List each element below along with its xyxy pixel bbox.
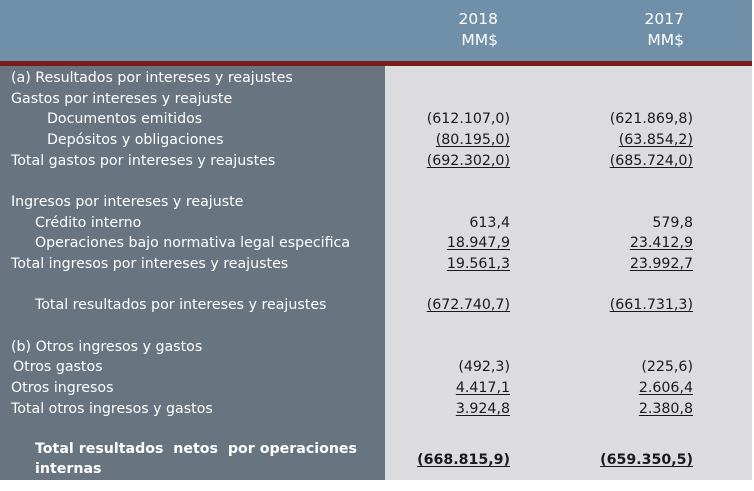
row-value-2018: (672.740,7) [426, 297, 510, 313]
row-label: Gastos por intereses y reajuste [11, 91, 233, 107]
header-year: 2018 [458, 10, 498, 28]
row-label: Crédito interno [35, 215, 142, 231]
row-value-2017: (685.724,0) [609, 153, 693, 169]
row-value-2018: (492,3) [458, 359, 510, 375]
row-value-2017: 2.606,4 [638, 380, 693, 396]
row-label: Total otros ingresos y gastos [11, 401, 213, 417]
header-year: 2017 [644, 10, 684, 28]
grand-total-2017: (659.350,5) [600, 452, 693, 468]
row-value-2017: 2.380,8 [638, 401, 693, 417]
header-2017 [645, 9, 684, 51]
row-label: Ingresos por intereses y reajuste [11, 194, 244, 210]
table-header [0, 0, 752, 61]
row-value-2018: 3.924,8 [455, 401, 510, 417]
row-value-2018: (80.195,0) [435, 132, 510, 148]
row-label: Operaciones bajo normativa legal especifica [35, 235, 351, 251]
row-value-2018: 613,4 [469, 215, 510, 231]
header-2018 [459, 9, 498, 51]
grand-total-label: Total resultados netos por operaciones [35, 441, 358, 457]
row-label: Otros ingresos [11, 380, 114, 396]
row-label: Total gastos por intereses y reajustes [11, 153, 276, 169]
row-value-2017: (63.854,2) [618, 132, 693, 148]
row-value-2018: 4.417,1 [455, 380, 510, 396]
row-value-2017: (621.869,8) [609, 111, 693, 127]
row-value-2017: 579,8 [652, 215, 693, 231]
grand-total-2018: (668.815,9) [417, 452, 510, 468]
row-label: Depósitos y obligaciones [47, 132, 224, 148]
row-value-2017: (225,6) [641, 359, 693, 375]
row-value-2018: 19.561,3 [446, 256, 510, 272]
section-a-title: (a) Resultados por intereses y reajustes [11, 70, 293, 86]
row-value-2017: 23.992,7 [629, 256, 693, 272]
row-value-2018: (612.107,0) [426, 111, 510, 127]
row-label: Otros gastos [13, 359, 103, 375]
grand-total-label-cont: internas [35, 461, 102, 477]
header-unit: MM$ [461, 31, 498, 49]
row-value-2017: (661.731,3) [609, 297, 693, 313]
row-label: Documentos emitidos [47, 111, 203, 127]
row-value-2017: 23.412,9 [629, 235, 693, 251]
row-value-2018: (692.302,0) [426, 153, 510, 169]
header-unit: MM$ [647, 31, 684, 49]
row-label: Total resultados por intereses y reajustes [35, 297, 327, 313]
row-value-2018: 18.947,9 [446, 235, 510, 251]
row-label: Total ingresos por intereses y reajustes [11, 256, 289, 272]
section-b-title: (b) Otros ingresos y gastos [11, 339, 203, 355]
